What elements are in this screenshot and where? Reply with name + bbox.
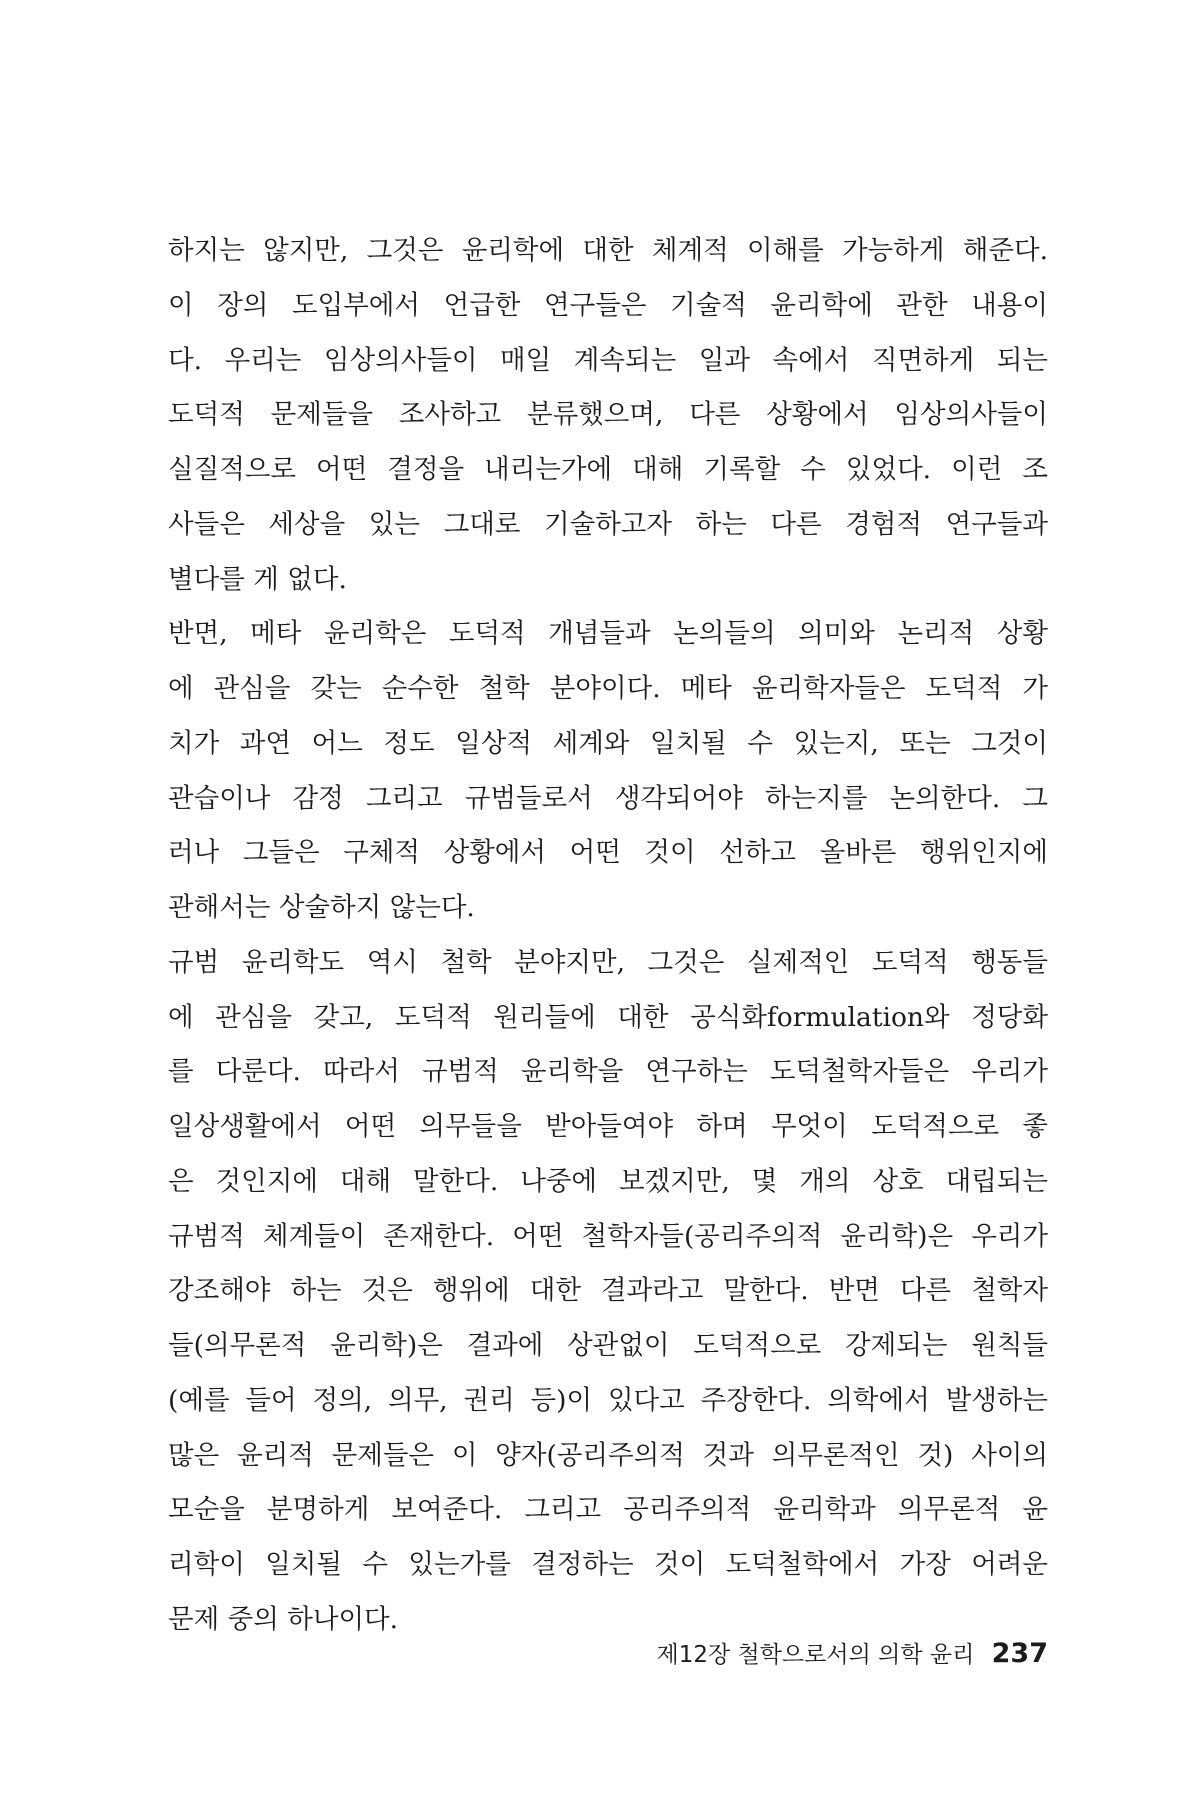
text-line: 에 관심을 갖는 순수한 철학 분야이다. 메타 윤리학자들은 도덕적 가 (168, 673, 1048, 704)
text-line: 별다를 게 없다. (168, 563, 347, 595)
text-line: 모순을 분명하게 보여준다. 그리고 공리주의적 윤리학과 의무론적 윤 (168, 1494, 1048, 1526)
page-number: 237 (991, 1638, 1048, 1669)
text-line: 관습이나 감정 그리고 규범들로서 생각되어야 하는지를 논의한다. 그 (168, 782, 1048, 814)
text-line: 규범 윤리학도 역시 철학 분야지만, 그것은 실제적인 도덕적 행동들 (168, 946, 1048, 978)
text-line: 강조해야 하는 것은 행위에 대한 결과라고 말한다. 반면 다른 철학자 (168, 1275, 1048, 1307)
text-line: 에 관심을 갖고, 도덕적 원리들에 대한 공식화formulation와 정당화 (168, 1001, 1048, 1033)
text-line: (예를 들어 정의, 의무, 권리 등)이 있다고 주장한다. 의학에서 발생하는 (168, 1384, 1048, 1416)
text-line: 많은 윤리적 문제들은 이 양자(공리주의적 것과 의무론적인 것) 사이의 (168, 1439, 1048, 1471)
text-line: 리학이 일치될 수 있는가를 결정하는 것이 도덕철학에서 가장 어려운 (168, 1549, 1048, 1580)
text-line: 문제 중의 하나이다. (168, 1603, 399, 1635)
text-line: 러나 그들은 구체적 상황에서 어떤 것이 선하고 올바른 행위인지에 (168, 837, 1048, 869)
body-text (168, 224, 1048, 1648)
text-line: 실질적으로 어떤 결정을 내리는가에 대해 기록할 수 있었다. 이런 조 (168, 454, 1048, 485)
text-line: 하지는 않지만, 그것은 윤리학에 대한 체계적 이해를 가능하게 해준다. (168, 235, 1048, 266)
text-line: 규범적 체계들이 존재한다. 어떤 철학자들(공리주의적 윤리학)은 우리가 (168, 1220, 1048, 1252)
text-line: 들(의무론적 윤리학)은 결과에 상관없이 도덕적으로 강제되는 원칙들 (168, 1330, 1048, 1361)
text-line: 치가 과연 어느 정도 일상적 세계와 일치될 수 있는지, 또는 그것이 (168, 727, 1048, 759)
page-footer (656, 1634, 1048, 1675)
text-line: 이 장의 도입부에서 언급한 연구들은 기술적 윤리학에 관한 내용이 (168, 289, 1048, 321)
running-footer-chapter-title: 제12장 철학으로서의 의학 윤리 (656, 1642, 975, 1668)
text-line: 반면, 메타 윤리학은 도덕적 개념들과 논의들의 의미와 논리적 상황 (168, 618, 1048, 650)
text-line: 도덕적 문제들을 조사하고 분류했으며, 다른 상황에서 임상의사들이 (168, 399, 1048, 431)
text-line: 를 다룬다. 따라서 규범적 윤리학을 연구하는 도덕철학자들은 우리가 (168, 1056, 1048, 1088)
text-line: 다. 우리는 임상의사들이 매일 계속되는 일과 속에서 직면하게 되는 (168, 344, 1048, 376)
text-line: 일상생활에서 어떤 의무들을 받아들여야 하며 무엇이 도덕적으로 좋 (168, 1111, 1048, 1142)
text-line: 관해서는 상술하지 않는다. (168, 892, 475, 923)
text-line: 사들은 세상을 있는 그대로 기술하고자 하는 다른 경험적 연구들과 (168, 508, 1048, 540)
text-line: 은 것인지에 대해 말한다. 나중에 보겠지만, 몇 개의 상호 대립되는 (168, 1165, 1048, 1197)
